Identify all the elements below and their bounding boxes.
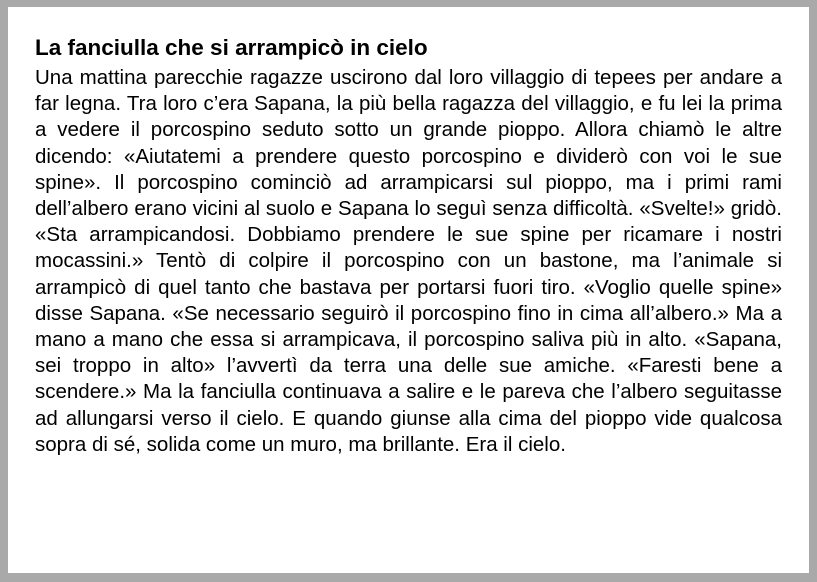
document-title: La fanciulla che si arrampicò in cielo xyxy=(35,35,428,60)
document-page xyxy=(8,7,809,573)
document-body-paragraph: Una mattina parecchie ragazze uscirono dal loro villaggio di tepees per andare a far legna. Tra loro c’era Sapana, la più bella ragazza del villaggio, e fu lei la prima a vedere il porcospino seduto sotto un grande pioppo. Allora chiamò le altre dicendo: «Aiutatemi a prendere questo porcospino e dividerò con voi le sue spine». Il porcospino cominciò ad arrampicarsi sul pioppo, ma i primi rami dell’albero erano vicini al suolo e Sapana lo seguì senza difficoltà. «Svelte!» gridò. «Sta arrampicandosi. Dobbiamo prendere le sue spine per ricamare i nostri mocassini.» Tentò di colpire il porcospino con un bastone, ma l’animale si arrampicò di quel tanto che bastava per portarsi fuori tiro. «Voglio quelle spine» disse Sapana. «Se necessario seguirò il porcospino fino in cima all’albero.» Ma a mano a mano che essa si arrampicava, il porcospino saliva più in alto. «Sapana, sei troppo in alto» l’avvertì da terra una delle sue amiche. «Faresti bene a scendere.» Ma la fanciulla continuava a salire e le pareva che l’albero seguitasse ad allungarsi verso il cielo. E quando giunse alla cima del pioppo vide qualcosa sopra di sé, solida come un muro, ma brillante. Era il cielo. xyxy=(35,66,782,456)
